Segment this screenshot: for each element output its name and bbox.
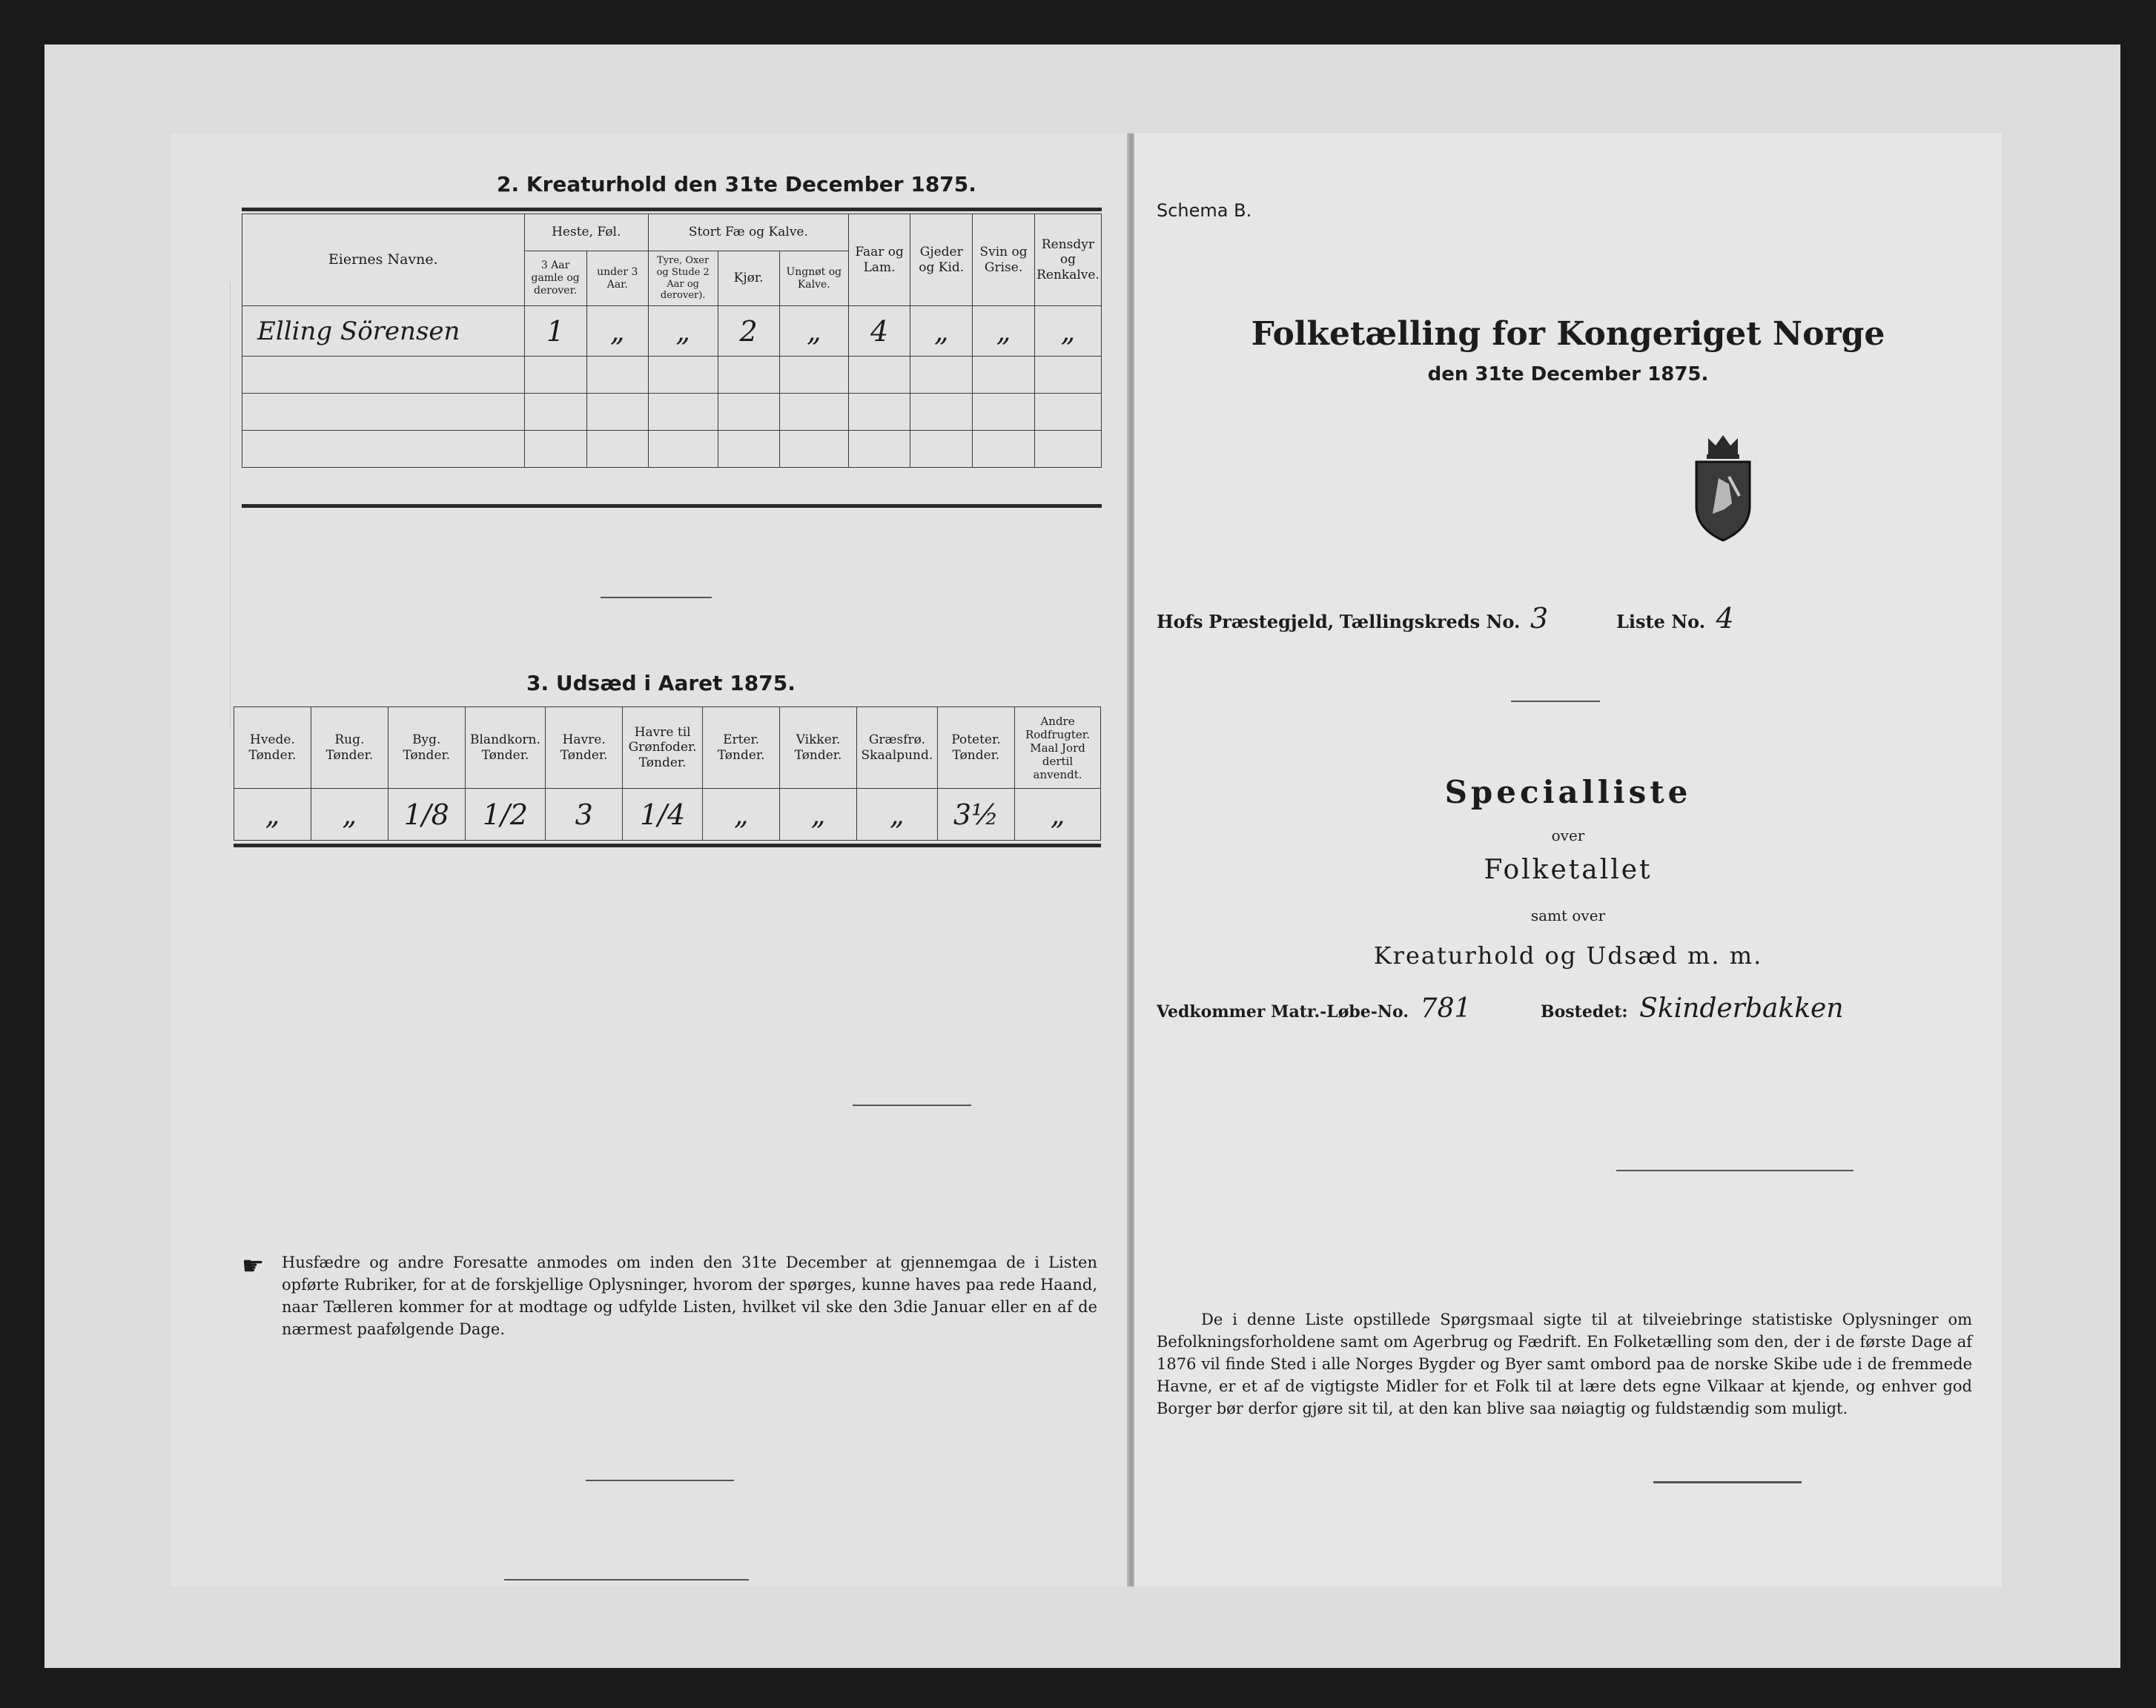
separator-line xyxy=(601,597,712,598)
schema-label: Schema B. xyxy=(1157,200,1252,221)
seed-header-row xyxy=(234,707,1101,789)
faar-header: Faar og Lam. xyxy=(848,214,910,306)
ungnot-header: Ungnøt og Kalve. xyxy=(779,251,848,306)
heste-under3-header: under 3 Aar. xyxy=(586,251,648,306)
table-bottom-rule xyxy=(242,504,1102,508)
document-subtitle: den 31te December 1875. xyxy=(1427,363,1709,385)
kreaturhold-text: Kreaturhold og Udsæd m. m. xyxy=(1373,941,1763,970)
prestegjeld-name: Hofs xyxy=(1157,611,1203,632)
separator-line xyxy=(853,1105,971,1106)
over-text: over xyxy=(1551,827,1585,844)
cell-rodfrugter: „ xyxy=(1015,789,1101,841)
stort-fae-group-header: Stort Fæ og Kalve. xyxy=(648,214,848,251)
separator-line xyxy=(504,1579,749,1580)
bostedet-value: Skinderbakken xyxy=(1639,993,1844,1024)
section3-heading: 3. Udsæd i Aaret 1875. xyxy=(526,671,796,695)
heste-3aar-header: 3 Aar gamle og derover. xyxy=(524,251,586,306)
krets-label: Tællingskreds No. xyxy=(1339,611,1521,632)
bostedet-label: Bostedet: xyxy=(1541,1002,1628,1022)
cell-vikker: „ xyxy=(780,789,857,841)
vikker-header: Vikker. Tønder. xyxy=(780,707,857,789)
seed-values-row xyxy=(234,789,1101,841)
intro-paragraph: De i denne Liste opstillede Spørgsmaal sigte til at tilveiebringe statistiske Oplysninger om Befolkningsforholdene samt om Agerbrug og Fædrift. En Folketælling som den, der i de første Dage af 1876 vil finde Sted i alle Norges Bygder og Byer samt ombord paa de norske Skibe ude i de fremmede Havne, er et af de vigtigste Midler for et Folk til at lære dets egne Vilkaar at kjende, og enhver god Borger bør derfor gjøre sit til, at den kan blive saa nøiagtig og fuldstændig som muligt. xyxy=(1157,1311,1972,1417)
cell-ungnot: „ xyxy=(779,306,848,357)
table-row xyxy=(242,431,1102,468)
table-row xyxy=(242,357,1102,394)
liste-label: Liste No. xyxy=(1616,611,1706,632)
samt-over-text: samt over xyxy=(1530,907,1606,924)
svin-header: Svin og Grise. xyxy=(973,214,1035,306)
census-sheet xyxy=(171,133,2002,1586)
bostedet-line xyxy=(1541,993,1844,1024)
right-page xyxy=(1134,133,2002,1586)
rodfrugter-header: Andre Rodfrugter. Maal Jord dertil anvendt. xyxy=(1015,707,1101,789)
seed-table-bottom-rule xyxy=(234,844,1101,847)
specialliste-title: Specialliste xyxy=(1444,774,1692,810)
folketallet-text: Folketallet xyxy=(1484,855,1653,885)
liste-value: 4 xyxy=(1716,602,1734,635)
coat-of-arms-icon xyxy=(1686,432,1760,543)
footnote-text: Husfædre og andre Foresatte anmodes om inden den 31te December at gjennemgaa de i Listen opførte Rubriker, for at de forskjellige Oplysninger, hvorom der spørges, kunne haves paa rede Haand, naar Tælleren kommer for at modtage og udfylde Listen, hvilket vil ske den 3die Januar eller en af de nærmest paafølgende Dage. xyxy=(282,1254,1097,1338)
kjor-header: Kjør. xyxy=(718,251,779,306)
erter-header: Erter. Tønder. xyxy=(703,707,780,789)
document-title: Folketælling for Kongeriget Norge xyxy=(1251,315,1885,353)
prestegjeld-label: Præstegjeld, xyxy=(1208,611,1335,632)
separator-line xyxy=(1616,1170,1854,1171)
rug-header: Rug. Tønder. xyxy=(311,707,388,789)
table-row xyxy=(242,306,1102,357)
cell-havre-gronfoder: 1/4 xyxy=(623,789,703,841)
prestegjeld-line xyxy=(1157,602,1548,635)
krets-value: 3 xyxy=(1530,602,1549,635)
left-page xyxy=(171,133,1127,1586)
pointing-hand-icon: ☛ xyxy=(242,1251,265,1281)
cell-erter: „ xyxy=(703,789,780,841)
cell-faar: 4 xyxy=(848,306,910,357)
cell-graesfro: „ xyxy=(857,789,938,841)
blandkorn-header: Blandkorn. Tønder. xyxy=(465,707,546,789)
cell-rug: „ xyxy=(311,789,388,841)
havre-gronfoder-header: Havre til Grønfoder. Tønder. xyxy=(623,707,703,789)
heste-group-header: Heste, Føl. xyxy=(524,214,648,251)
bleed-through xyxy=(200,282,231,726)
cell-byg: 1/8 xyxy=(388,789,465,841)
matr-line xyxy=(1157,993,1471,1024)
col-owner-header: Eiernes Navne. xyxy=(242,214,525,306)
hvede-header: Hvede. Tønder. xyxy=(234,707,311,789)
section2-heading: 2. Kreaturhold den 31te December 1875. xyxy=(497,172,976,196)
liste-line xyxy=(1616,602,1734,635)
havre-header: Havre. Tønder. xyxy=(546,707,623,789)
cell-svin: „ xyxy=(973,306,1035,357)
cell-poteter: 3½ xyxy=(937,789,1014,841)
poteter-header: Poteter. Tønder. xyxy=(937,707,1014,789)
matr-value: 781 xyxy=(1420,993,1472,1024)
cell-gjeder: „ xyxy=(910,306,973,357)
cell-blandkorn: 1/2 xyxy=(465,789,546,841)
cell-rensdyr: „ xyxy=(1034,306,1101,357)
cell-hvede: „ xyxy=(234,789,311,841)
table-top-rule xyxy=(242,208,1102,211)
cell-kjor: 2 xyxy=(718,306,779,357)
byg-header: Byg. Tønder. xyxy=(388,707,465,789)
livestock-table xyxy=(242,214,1102,468)
graesfro-header: Græsfrø. Skaalpund. xyxy=(857,707,938,789)
table-row xyxy=(242,394,1102,431)
seed-table xyxy=(234,706,1101,841)
cell-tyre: „ xyxy=(648,306,718,357)
rensdyr-header: Rensdyr og Renkalve. xyxy=(1034,214,1101,306)
cell-havre: 3 xyxy=(546,789,623,841)
gjeder-header: Gjeder og Kid. xyxy=(910,214,973,306)
separator-line xyxy=(1653,1481,1802,1483)
tyre-header: Tyre, Oxer og Stude 2 Aar og derover). xyxy=(648,251,718,306)
matr-label: Vedkommer Matr.-Løbe-No. xyxy=(1157,1002,1409,1022)
owner-name: Elling Sörensen xyxy=(242,306,525,357)
separator-line xyxy=(1511,701,1600,702)
cell-heste-3aar: 1 xyxy=(524,306,586,357)
separator-line xyxy=(586,1480,734,1481)
cell-heste-under3: „ xyxy=(586,306,648,357)
